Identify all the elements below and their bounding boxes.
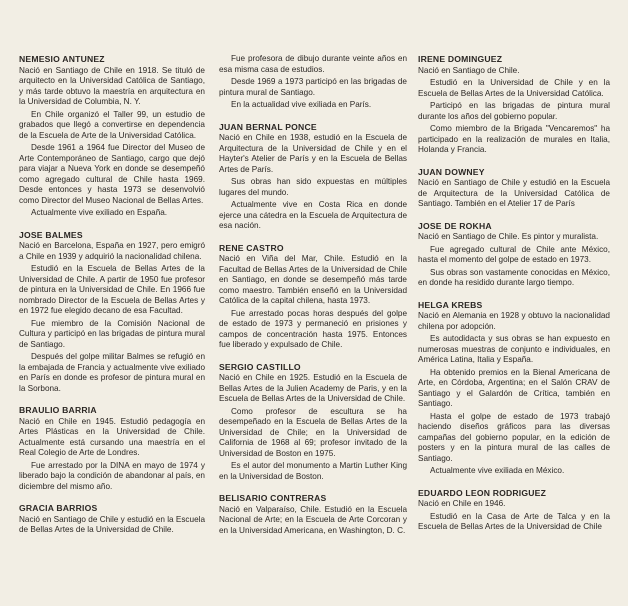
artist-name: JOSE BALMES bbox=[19, 229, 83, 240]
artist-name: JUAN DOWNEY bbox=[418, 166, 485, 177]
artist-entry bbox=[19, 54, 205, 219]
artist-entry bbox=[19, 503, 205, 536]
biography-paragraph: Nació en Santiago de Chile. bbox=[418, 65, 520, 75]
biography-paragraph: Nació en Barcelona, España en 1927, pero emigró a Chile en 1939 y adquirió la nacionalidad chilena. bbox=[19, 241, 205, 261]
biography-paragraph: Estudió en la Casa de Arte de Talca y en la Escuela de Bellas Artes de la Universidad de Chile bbox=[418, 511, 610, 531]
biography-paragraph: Como profesor de escultura se ha desempeñado en la Escuela de Bellas Artes de la Universidad de Chile; en la Universidad de California de 1968 al 69; profesor invitado de la Universidad de Boston en 1975. bbox=[219, 406, 407, 458]
biography-paragraph: Nació en Chile en 1925. Estudió en la Escuela de Bellas Artes de la Julien Academy de Paris, y en la Escuela de Bellas Artes de la Universidad de Chile. bbox=[219, 373, 407, 403]
artist-name: JOSE DE ROKHA bbox=[418, 220, 492, 231]
biography-paragraph: Actualmente vive exiliado en España. bbox=[31, 208, 168, 217]
biography-paragraph: Nació en Viña del Mar, Chile. Estudió en la Facultad de Bellas Artes de la Universidad de Chile en Santiago, en donde se desempeñó más tarde como maestro. También enseñó en la Universidad Católica de la capital chilena, hasta 1973. bbox=[219, 254, 407, 305]
biography-paragraph: Como miembro de la Brigada "Vencaremos" ha participado en la realización de murales en Italia, Holanda y Francia. bbox=[418, 124, 610, 154]
biography-paragraph: Sus obras son vastamente conocidas en México, en donde ha residido durante largo tiempo. bbox=[418, 267, 610, 287]
artist-name: JUAN BERNAL PONCE bbox=[219, 121, 317, 132]
biography-paragraph: Desde 1969 a 1973 participó en las brigadas de pintura mural de Santiago. bbox=[219, 77, 407, 97]
biography-paragraph: Nació en Santiago de Chile en 1918. Se tituló de arquitecto en la Universidad Católica de Santiago, y más tarde obtuvo la maestría en arquitectura en la Universidad de Columbia, N. Y. bbox=[19, 65, 205, 106]
biography-paragraph: Hasta el golpe de estado de 1973 trabajó haciendo diseños gráficos para las diversas campañas del gobierno popular, en la edición de posters y en la pintura mural de las calles de Santiago. bbox=[418, 411, 610, 463]
biography-paragraph: En Chile organizó el Taller 99, un estudio de grabados que llegó a convertirse en dependencia de la Escuela de Arte de la Universidad Católica. bbox=[19, 109, 205, 140]
artist-name: IRENE DOMINGUEZ bbox=[418, 54, 503, 64]
biography-paragraph: Fue arrestado por la DINA en mayo de 1974 y liberado bajo la condición de abandonar al país, en diciembre del mismo año. bbox=[19, 460, 205, 491]
biography-paragraph: Estudió en la Escuela de Bellas Artes de la Universidad de Chile. A partir de 1950 fue profesor de pintura en la Universidad de Chile. En 1966 fue nombrado Director de la Escuela de Bellas Artes y en 1972 fue elegido decano de esa Facultad. bbox=[19, 264, 205, 315]
biography-paragraph: Actualmente vive exiliada en México. bbox=[430, 466, 565, 475]
biography-paragraph: Después del golpe militar Balmes se refugió en la embajada de Francia y actualmente vive exiliado en París en donde es profesor de pintura mural en la Sorbona. bbox=[19, 352, 205, 393]
biography-paragraph: Fue profesora de dibujo durante veinte años en esa misma casa de estudios. bbox=[219, 54, 407, 74]
biography-paragraph: Fue agregado cultural de Chile ante México, hasta el momento del golpe de estado en 1973. bbox=[418, 244, 610, 264]
biography-paragraph: Desde 1961 a 1964 fue Director del Museo de Arte Contemporáneo de Santiago, cargo que dejó para viajar a Nueva York en donde se desempeñó como agregado cultural de Chile hasta 1969. Desde entonces y hasta 1973 se desenvolvió como Director del Museo Nacional de Bellas Artes. bbox=[19, 143, 205, 205]
biography-paragraph: Nació en Santiago de Chile y estudió en la Escuela de Bellas Artes de la Universidad de Chile. bbox=[19, 514, 205, 534]
column-2 bbox=[219, 54, 407, 547]
artist-entry bbox=[219, 122, 407, 232]
biography-paragraph: Nació en Valparaíso, Chile. Estudió en la Escuela Nacional de Arte; en la Escuela de Arte Corcoran y en la Universidad Americana, en Washington, D. C. bbox=[219, 504, 407, 535]
artist-entry bbox=[19, 230, 205, 395]
artist-entry bbox=[418, 488, 610, 533]
biography-paragraph: Nació en Alemania en 1928 y obtuvo la nacionalidad chilena por adopción. bbox=[418, 311, 610, 331]
artist-name: EDUARDO LEON RODRIGUEZ bbox=[418, 487, 547, 498]
biography-paragraph: Es el autor del monumento a Martin Luther King en la Universidad de Boston. bbox=[219, 461, 407, 481]
biography-paragraph: Nació en Chile en 1938, estudió en la Escuela de Arquitectura de la Universidad de Chile y en el Hayter's Atelier de París y en la Escuela de Bellas Artes de París. bbox=[219, 133, 407, 174]
biography-paragraph: Ha obtenido premios en la Bienal Americana de Arte, en Córdoba, Argentina; en el Salón CRAV de Santiago y el Galardón de Crítica, también en Santiago. bbox=[418, 367, 610, 408]
artist-entry bbox=[418, 300, 610, 477]
artist-entry bbox=[219, 493, 407, 536]
biography-paragraph: Estudió en la Universidad de Chile y en la Escuela de Bellas Artes de la Universidad Católica. bbox=[418, 78, 610, 98]
column-1 bbox=[19, 54, 205, 547]
column-3 bbox=[418, 54, 610, 544]
artist-name: BELISARIO CONTRERAS bbox=[219, 493, 327, 503]
biography-paragraph: En la actualidad vive exiliada en París. bbox=[231, 100, 372, 109]
artist-name: RENE CASTRO bbox=[219, 242, 284, 253]
biography-paragraph: Fue miembro de la Comisión Nacional de Cultura y participó en las brigadas de pintura mural de Santiago. bbox=[19, 318, 205, 349]
artist-name: BRAULIO BARRIA bbox=[19, 405, 97, 415]
artist-entry bbox=[418, 221, 610, 289]
biography-paragraph: Nació en Chile en 1946. bbox=[418, 499, 506, 508]
artist-name: NEMESIO ANTUNEZ bbox=[19, 54, 105, 64]
artist-name: SERGIO CASTILLO bbox=[219, 361, 301, 372]
artist-entry bbox=[418, 54, 610, 156]
biography-paragraph: Nació en Santiago de Chile y estudió en la Escuela de Arquitectura de la Universidad Católica de Santiago. También en el Atelier 17 de París bbox=[418, 178, 610, 208]
artist-entry bbox=[418, 167, 610, 210]
artist-name: GRACIA BARRIOS bbox=[19, 503, 98, 513]
biography-paragraph: Fue arrestado pocas horas después del golpe de estado de 1973 y permaneció en prisiones y campos de concentración hasta 1975. Entonces fue liberado y expulsado de Chile. bbox=[219, 308, 407, 349]
biography-paragraph: Es autodidacta y sus obras se han expuesto en numerosas muestras de conjunto e individuales, en América Latina, Italia y España. bbox=[418, 334, 610, 364]
artist-name: HELGA KREBS bbox=[418, 299, 483, 310]
biography-paragraph: Actualmente vive en Costa Rica en donde ejerce una cátedra en la Escuela de Arquitectura de esa nación. bbox=[219, 200, 407, 230]
artist-entry bbox=[219, 243, 407, 351]
biography-paragraph: Nació en Chile en 1945. Estudió pedagogía en Artes Plásticas en la Universidad de Chile. Actualmente está cursando una maestría en el Real Colegio de Arte de Londres. bbox=[19, 416, 205, 457]
biography-paragraph: Nació en Santiago de Chile. Es pintor y muralista. bbox=[418, 232, 599, 241]
biography-paragraph: Participó en las brigadas de pintura mural durante los años del gobierno popular. bbox=[418, 101, 610, 121]
artist-entry bbox=[219, 54, 407, 111]
biography-paragraph: Sus obras han sido expuestas en múltiples lugares del mundo. bbox=[219, 177, 407, 197]
artist-entry bbox=[219, 362, 407, 483]
artist-entry bbox=[19, 405, 205, 492]
